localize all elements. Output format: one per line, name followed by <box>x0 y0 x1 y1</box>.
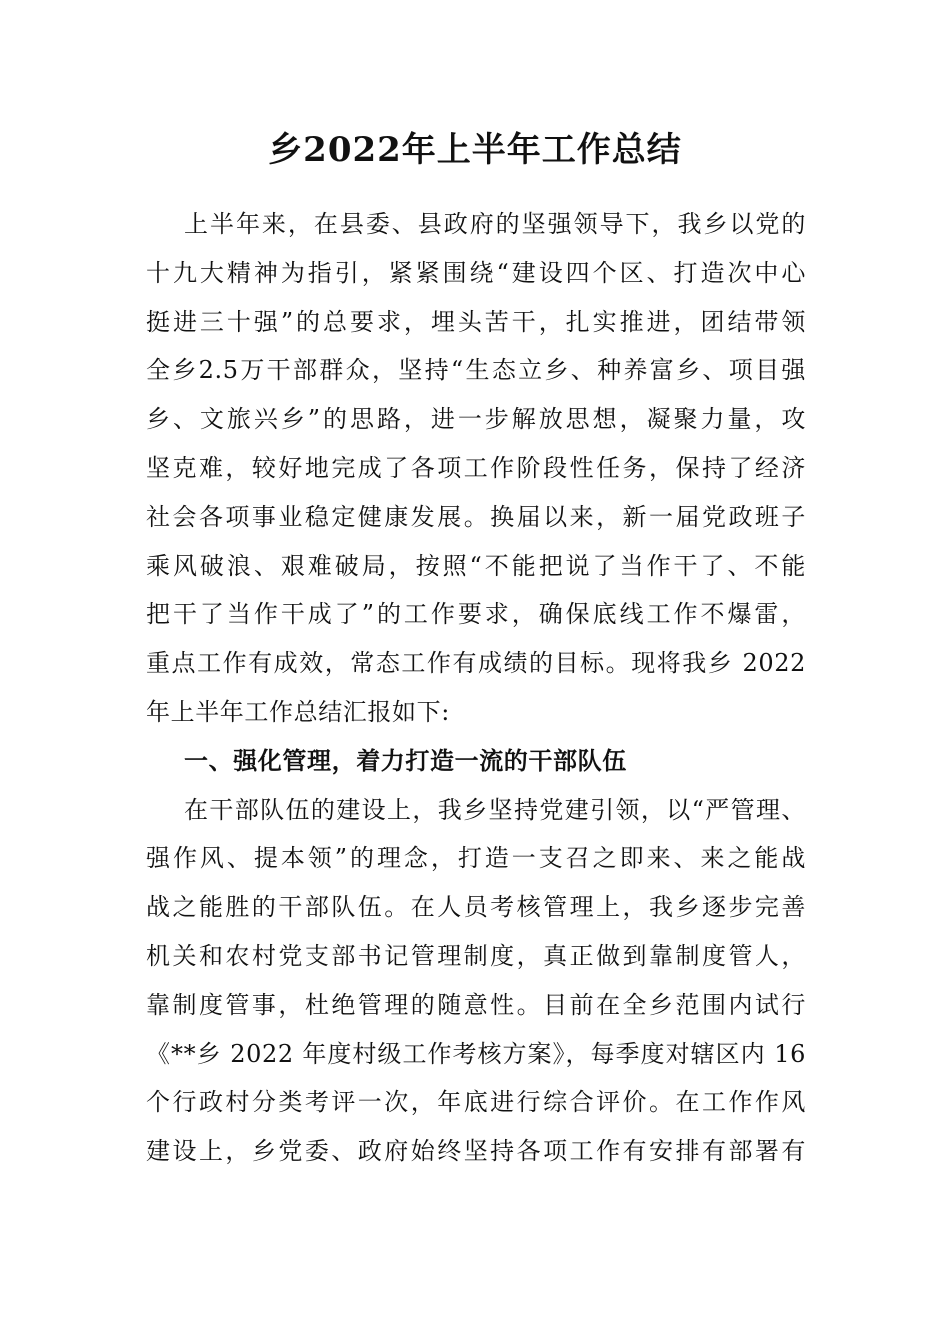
paragraph-line: 在干部队伍的建设上，我乡坚持党建引领，以“严管理、 <box>184 795 806 824</box>
paragraph-line: 战之能胜的干部队伍。在人员考核管理上，我乡逐步完善 <box>146 893 806 922</box>
paragraph-line: 乡、文旅兴乡”的思路，进一步解放思想，凝聚力量，攻 <box>146 405 806 434</box>
paragraph-line: 全乡2.5万干部群众，坚持“生态立乡、种养富乡、项目强 <box>146 356 806 385</box>
paragraph-line: 社会各项事业稳定健康发展。换届以来，新一届党政班子 <box>146 502 806 531</box>
paragraph-line: 靠制度管事，杜绝管理的随意性。目前在全乡范围内试行 <box>146 990 806 1019</box>
paragraph-line: 挺进三十强”的总要求，埋头苦干，扎实推进，团结带领 <box>146 307 806 336</box>
paragraph-line: 把干了当作干成了”的工作要求，确保底线工作不爆雷， <box>146 600 806 629</box>
paragraph-line: 上半年来，在县委、县政府的坚强领导下，我乡以党的 <box>184 210 806 238</box>
paragraph-line: 个行政村分类考评一次，年底进行综合评价。在工作作风 <box>146 1088 806 1117</box>
paragraph-line: 坚克难，较好地完成了各项工作阶段性任务，保持了经济 <box>146 453 806 482</box>
paragraph-line: 十九大精神为指引，紧紧围绕“建设四个区、打造次中心 <box>146 258 806 287</box>
paragraph-line: 《**乡 2022 年度村级工作考核方案》，每季度对辖区内 16 <box>146 1039 806 1068</box>
paragraph-line: 机关和农村党支部书记管理制度，真正做到靠制度管人， <box>146 941 806 970</box>
paragraph-line: 乘风破浪、艰难破局，按照“不能把说了当作干了、不能 <box>146 551 806 580</box>
paragraph-line: 年上半年工作总结汇报如下: <box>146 697 450 726</box>
paragraph-line: 强作风、提本领”的理念，打造一支召之即来、来之能战 <box>146 844 806 873</box>
document-title: 乡2022年上半年工作总结 <box>268 130 682 170</box>
document-body <box>146 200 806 1176</box>
paragraph-line: 建设上，乡党委、政府始终坚持各项工作有安排有部署有 <box>146 1137 806 1166</box>
section-heading: 一、强化管理，着力打造一流的干部队伍 <box>184 746 627 775</box>
paragraph-line: 重点工作有成效，常态工作有成绩的目标。现将我乡 2022 <box>146 649 806 678</box>
